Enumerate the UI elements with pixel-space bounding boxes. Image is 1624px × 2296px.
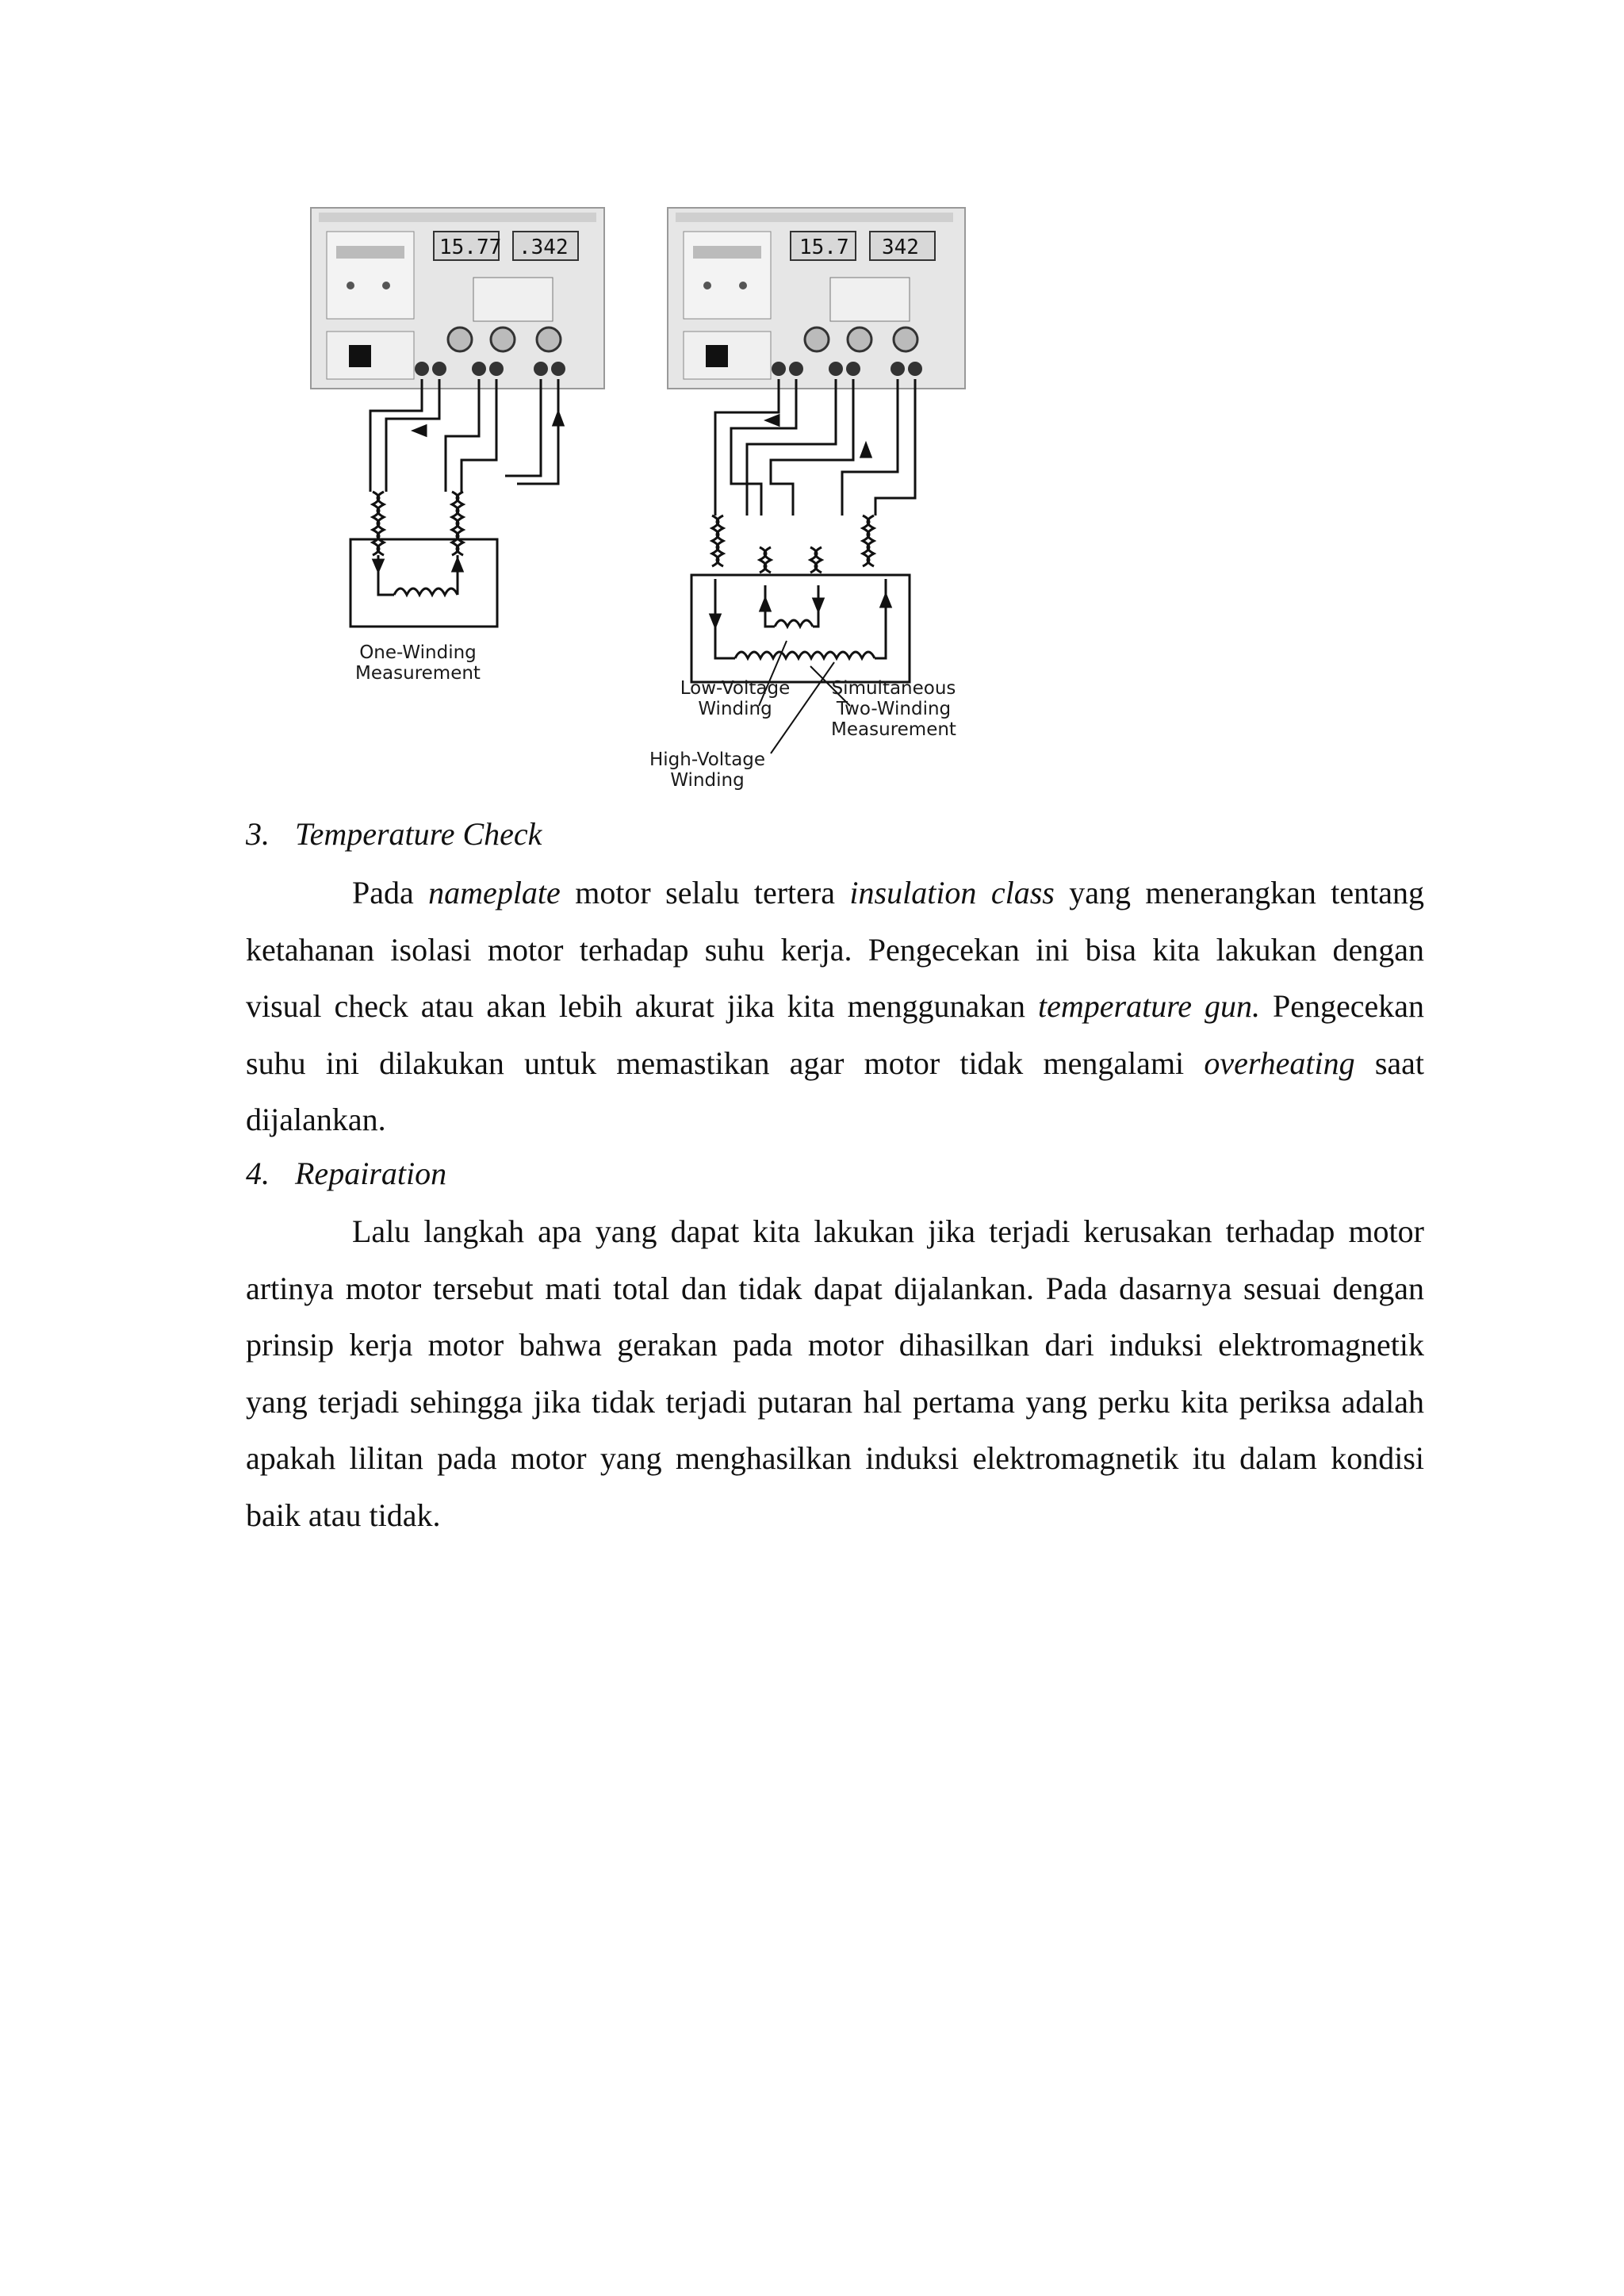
label-simultaneous-3: Measurement: [831, 719, 956, 740]
right-display-b: 342: [882, 236, 919, 259]
paragraph-line: yang terjadi sehingga jika tidak terjadi putaran hal pertama yang perku kita periksa adalah: [246, 1383, 1424, 1420]
label-low-voltage-1: Low-Voltage: [680, 678, 791, 699]
label-one-winding-2: Measurement: [355, 663, 481, 684]
right-display-a: 15.7: [799, 236, 849, 259]
left-display-a: 15.77: [439, 236, 502, 259]
paragraph-line: ketahanan isolasi motor terhadap suhu kerja. Pengecekan ini bisa kita lakukan dengan: [246, 931, 1424, 968]
paragraph-line: apakah lilitan pada motor yang menghasilkan induksi elektromagnetik itu dalam kondisi: [246, 1440, 1424, 1476]
label-high-voltage-1: High-Voltage: [649, 749, 766, 770]
paragraph-line: visual check atau akan lebih akurat jika kita menggunakan temperature gun. Pengecekan: [246, 988, 1425, 1024]
label-low-voltage-2: Winding: [698, 699, 772, 719]
paragraph-line: prinsip kerja motor bahwa gerakan pada motor dihasilkan dari induksi elektromagnetik: [246, 1327, 1424, 1363]
label-simultaneous-2: Two-Winding: [836, 699, 952, 719]
paragraph-line: dijalankan.: [246, 1102, 386, 1137]
left-transformer: [350, 492, 497, 627]
right-wiring: [715, 379, 915, 516]
paragraph-line: Lalu langkah apa yang dapat kita lakukan jika terjadi kerusakan terhadap motor: [352, 1213, 1424, 1249]
paragraph-line: Pada nameplate motor selalu tertera insulation class yang menerangkan tentang: [352, 875, 1424, 910]
section-3-number: 3.: [246, 816, 270, 852]
left-display-b: .342: [519, 236, 569, 259]
winding-measurement-figure: [295, 198, 977, 793]
label-simultaneous-1: Simultaneous: [831, 678, 956, 699]
section-3-paragraph: [246, 864, 1424, 1148]
paragraph-line: artinya motor tersebut mati total dan tidak dapat dijalankan. Pada dasarnya sesuai dengan: [246, 1270, 1424, 1306]
section-4-title: Repairation: [295, 1156, 447, 1191]
paragraph-line: baik atau tidak.: [246, 1497, 441, 1533]
left-instrument-panel: [311, 208, 604, 389]
label-one-winding-1: One-Winding: [359, 642, 477, 663]
section-4-heading: [246, 1155, 446, 1193]
section-4-paragraph: [246, 1203, 1424, 1543]
left-wiring: [370, 379, 563, 492]
label-high-voltage-2: Winding: [670, 770, 745, 791]
right-instrument-panel: [668, 208, 965, 389]
section-3-heading: [246, 815, 542, 853]
section-4-number: 4.: [246, 1156, 270, 1191]
section-3-title: Temperature Check: [295, 816, 542, 852]
paragraph-line: suhu ini dilakukan untuk memastikan agar motor tidak mengalami overheating saat: [246, 1045, 1425, 1081]
